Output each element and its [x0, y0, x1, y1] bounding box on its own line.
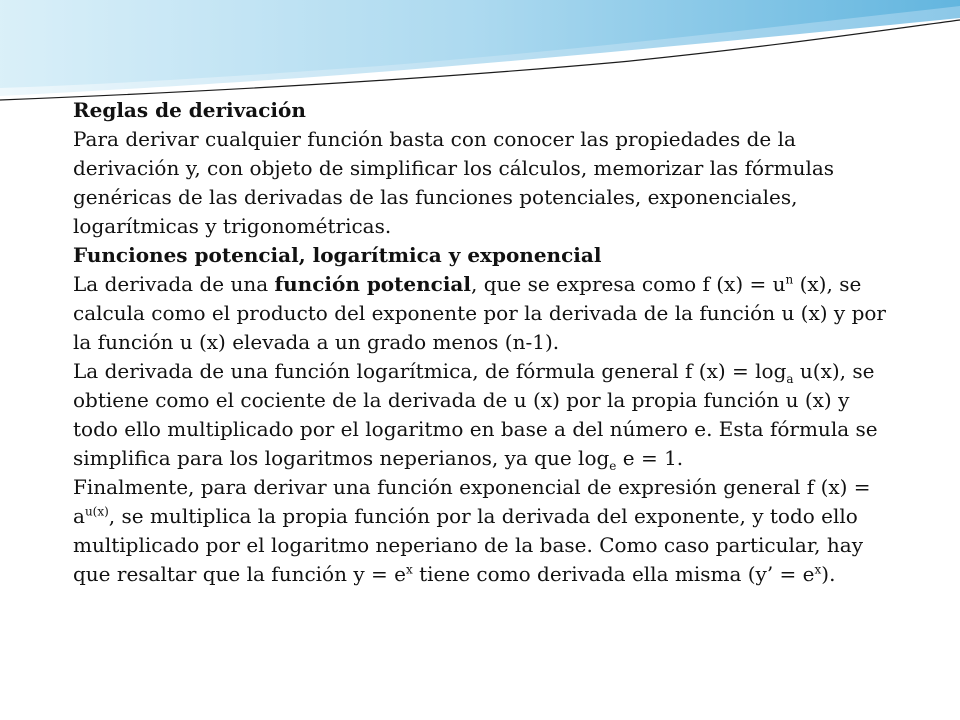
- paragraph-intro: Para derivar cualquier función basta con conocer las propiedades de la derivación y, con objeto de simplificar los cálculos, memorizar las fórmulas genéricas de las derivadas de las funciones potenciales, exponenciales, logarítmicas y trigonométricas.: [73, 127, 835, 238]
- text-run: (x), se calcula como el producto del exponente por la derivada de la función u (x) y por la función u (x) elevada a un grado menos (n-1).: [73, 272, 886, 354]
- exponent-x: x: [405, 562, 413, 577]
- exponent-ux: u(x): [84, 504, 109, 519]
- text-run: ).: [821, 562, 836, 586]
- text-run: La derivada de una: [73, 272, 275, 296]
- heading-reglas: Reglas de derivación: [73, 98, 306, 122]
- text-run: Finalmente, para derivar una función exponencial de expresión general f (x) = a: [73, 475, 871, 528]
- text-run: , se multiplica la propia función por la derivada del exponente, y todo ello multiplicado por el logaritmo neperiano de la base. Como caso particular, hay que resaltar que la función y = e: [73, 504, 863, 586]
- subscript-a: a: [786, 372, 794, 386]
- paragraph-logaritmica: [73, 357, 888, 473]
- slide-body: [73, 96, 888, 589]
- text-run: , que se expresa como f (x) = u: [470, 272, 786, 296]
- paragraph-potencial: [73, 270, 888, 357]
- heading-funciones: Funciones potencial, logarítmica y exponencial: [73, 243, 602, 267]
- text-run: tiene como derivada ella misma (y’ = e: [412, 562, 815, 586]
- paragraph-exponencial: [73, 473, 888, 589]
- subscript-e: e: [609, 459, 617, 473]
- header-swoosh-icon: [0, 0, 960, 110]
- exponent-x: x: [814, 562, 822, 577]
- text-run: u(x), se obtiene como el cociente de la derivada de u (x) por la propia función u (x) y todo ello multiplicado por el logaritmo en base a del número e. Esta fórmula se simplifica para los logaritmos neperianos, ya que log: [73, 359, 878, 470]
- text-run: e = 1.: [616, 446, 684, 470]
- bold-term: función potencial: [274, 272, 471, 296]
- exponent-n: n: [785, 272, 794, 287]
- text-run: La derivada de una función logarítmica, de fórmula general f (x) = log: [73, 359, 787, 383]
